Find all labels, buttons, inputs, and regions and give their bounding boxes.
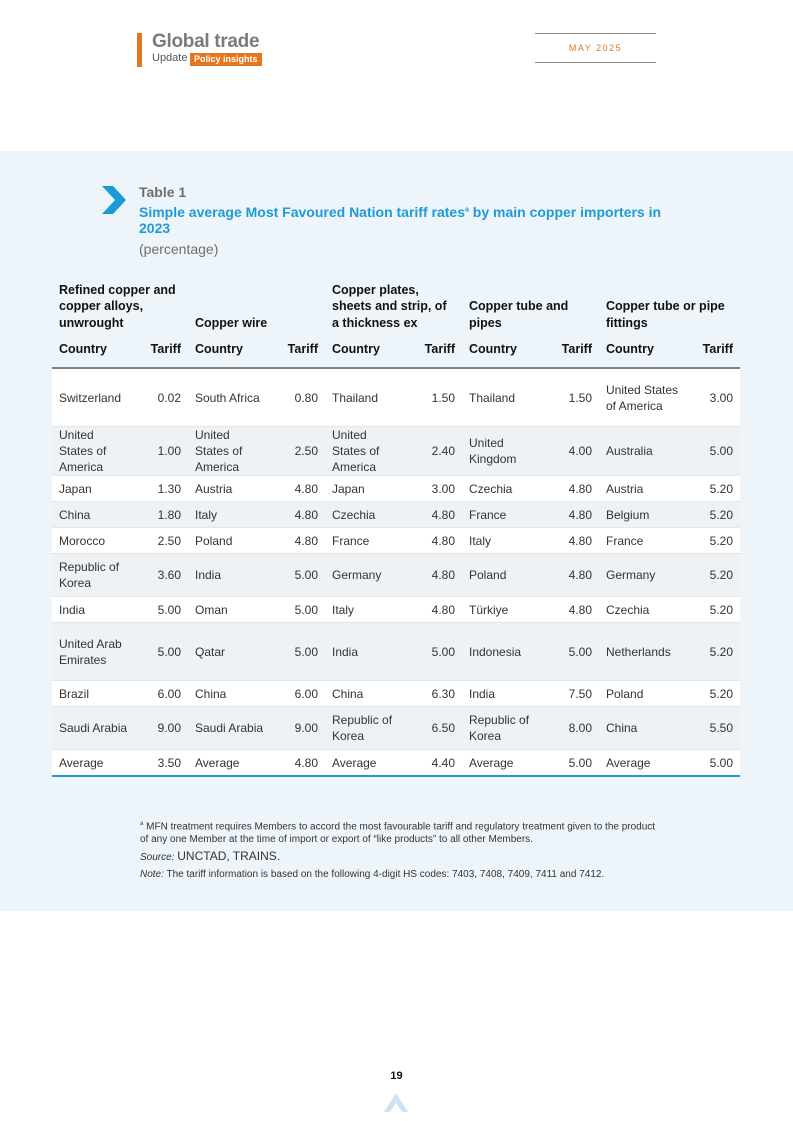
country-cell: Brazil [52, 681, 136, 707]
tariff-cell: 3.00 [410, 476, 462, 502]
country-cell: China [599, 707, 688, 750]
tariff-cell: 5.00 [410, 623, 462, 681]
publication-update-label: Update [152, 52, 188, 64]
country-cell: United States of America [188, 427, 273, 476]
country-cell: Republic of Korea [462, 707, 547, 750]
country-cell: India [52, 597, 136, 623]
country-cell: Czechia [325, 502, 410, 528]
publication-date: MAY 2025 [568, 43, 623, 53]
tariff-cell: 4.00 [547, 427, 599, 476]
tariff-cell: 5.20 [688, 597, 740, 623]
country-cell: France [599, 528, 688, 554]
country-cell: Saudi Arabia [52, 707, 136, 750]
country-cell: Indonesia [462, 623, 547, 681]
page-number: 19 [390, 1070, 403, 1082]
country-cell: Average [188, 750, 273, 777]
tariff-cell: 5.00 [273, 597, 325, 623]
tariff-cell: 4.80 [410, 554, 462, 597]
tariff-cell: 4.80 [273, 502, 325, 528]
country-cell: Poland [188, 528, 273, 554]
country-cell: Thailand [325, 368, 410, 427]
country-cell: Average [325, 750, 410, 777]
country-cell: France [462, 502, 547, 528]
table-row [52, 707, 740, 750]
tariff-cell: 2.50 [136, 528, 188, 554]
country-cell: Thailand [462, 368, 547, 427]
tariff-cell: 4.80 [547, 502, 599, 528]
table-row [52, 681, 740, 707]
country-cell: France [325, 528, 410, 554]
chevron-up-icon[interactable] [382, 1090, 410, 1114]
tariff-cell: 6.50 [410, 707, 462, 750]
tariff-cell: 4.40 [410, 750, 462, 777]
tariff-cell: 8.00 [547, 707, 599, 750]
column-header-country: Country [188, 331, 273, 368]
tariff-cell: 5.00 [273, 623, 325, 681]
tariff-cell: 1.30 [136, 476, 188, 502]
country-cell: China [52, 502, 136, 528]
country-cell: Belgium [599, 502, 688, 528]
column-header-country: Country [325, 331, 410, 368]
country-cell: South Africa [188, 368, 273, 427]
column-header-tariff: Tariff [136, 331, 188, 368]
tariff-cell: 1.50 [410, 368, 462, 427]
country-cell: India [325, 623, 410, 681]
country-cell: Australia [599, 427, 688, 476]
country-cell: Netherlands [599, 623, 688, 681]
country-cell: United States of America [52, 427, 136, 476]
table-row [52, 623, 740, 681]
tariff-cell: 5.00 [547, 750, 599, 777]
tariff-cell: 0.80 [273, 368, 325, 427]
country-cell: India [462, 681, 547, 707]
source-line: Source: UNCTAD, TRAINS. [140, 849, 281, 864]
tariff-cell: 0.02 [136, 368, 188, 427]
table-row [52, 554, 740, 597]
table-row [52, 368, 740, 427]
country-cell: Republic of Korea [325, 707, 410, 750]
country-cell: Average [52, 750, 136, 777]
column-header-tariff: Tariff [688, 331, 740, 368]
tariff-cell: 4.80 [547, 476, 599, 502]
tariff-cell: 2.40 [410, 427, 462, 476]
column-header-tariff: Tariff [410, 331, 462, 368]
tariff-cell: 4.80 [547, 554, 599, 597]
table-row [52, 476, 740, 502]
tariff-cell: 4.80 [273, 476, 325, 502]
table-subtitle: (percentage) [139, 241, 219, 257]
country-cell: Italy [462, 528, 547, 554]
table-label: Table 1 [139, 184, 187, 200]
column-header-tariff: Tariff [273, 331, 325, 368]
country-cell: Saudi Arabia [188, 707, 273, 750]
country-cell: Germany [599, 554, 688, 597]
tariff-cell: 4.80 [410, 502, 462, 528]
tariff-cell: 4.80 [547, 528, 599, 554]
country-cell: Average [599, 750, 688, 777]
tariff-cell: 6.00 [136, 681, 188, 707]
column-header-country: Country [599, 331, 688, 368]
country-cell: United Arab Emirates [52, 623, 136, 681]
country-cell: China [325, 681, 410, 707]
header-accent-bar [137, 33, 142, 67]
country-cell: Türkiye [462, 597, 547, 623]
table-title: Simple average Most Favoured Nation tariff rates$^a$ by main copper importers in 2023 [139, 204, 662, 236]
publication-title: Global trade [152, 31, 260, 52]
tariff-cell: 5.20 [688, 528, 740, 554]
table-row [52, 597, 740, 623]
note-line: Note: The tariff information is based on the following 4-digit HS codes: 7403, 7408, 7409, 7411 and 7412. [140, 869, 605, 881]
country-cell: Germany [325, 554, 410, 597]
country-cell: China [188, 681, 273, 707]
tariff-cell: 5.50 [688, 707, 740, 750]
country-cell: Italy [325, 597, 410, 623]
country-cell: Oman [188, 597, 273, 623]
column-header-tariff: Tariff [547, 331, 599, 368]
footnote-marker: a [464, 206, 469, 214]
column-header-row [52, 331, 740, 368]
tariff-cell: 5.00 [547, 623, 599, 681]
tariff-cell: 3.60 [136, 554, 188, 597]
tariff-cell: 6.30 [410, 681, 462, 707]
group-header: Refined copper and copper alloys, unwrought [59, 282, 176, 330]
tariff-cell: 7.50 [547, 681, 599, 707]
average-row [52, 750, 740, 777]
tariff-cell: 9.00 [136, 707, 188, 750]
country-cell: Japan [52, 476, 136, 502]
country-cell: Czechia [599, 597, 688, 623]
tariff-cell: 1.80 [136, 502, 188, 528]
tariff-cell: 5.20 [688, 554, 740, 597]
tariff-cell: 1.50 [547, 368, 599, 427]
country-cell: Qatar [188, 623, 273, 681]
tariff-cell: 5.00 [688, 750, 740, 777]
column-header-country: Country [462, 331, 547, 368]
date-rule-top [535, 33, 656, 34]
tariff-cell: 3.00 [688, 368, 740, 427]
tariff-cell: 9.00 [273, 707, 325, 750]
tariff-cell: 4.80 [273, 750, 325, 777]
group-header: Copper tube and pipes [469, 299, 569, 330]
group-header: Copper plates, sheets and strip, of a thickness ex [332, 282, 447, 330]
table-notes [140, 818, 660, 881]
tariff-cell: 4.80 [410, 528, 462, 554]
country-cell: Poland [462, 554, 547, 597]
country-cell: United States of America [599, 368, 688, 427]
tariff-cell: 4.80 [547, 597, 599, 623]
tariff-cell: 6.00 [273, 681, 325, 707]
country-cell: Italy [188, 502, 273, 528]
tariff-cell: 1.00 [136, 427, 188, 476]
tariff-cell: 5.00 [273, 554, 325, 597]
policy-insights-badge: Policy insights [190, 53, 262, 66]
country-cell: Republic of Korea [52, 554, 136, 597]
group-header: Copper wire [195, 315, 268, 330]
country-cell: India [188, 554, 273, 597]
table-row [52, 502, 740, 528]
country-cell: Japan [325, 476, 410, 502]
chevron-right-icon [100, 184, 128, 216]
country-cell: Switzerland [52, 368, 136, 427]
tariff-cell: 4.80 [273, 528, 325, 554]
tariff-table [52, 279, 740, 777]
tariff-cell: 5.20 [688, 681, 740, 707]
tariff-cell: 5.20 [688, 623, 740, 681]
country-cell: United Kingdom [462, 427, 547, 476]
group-header-row [52, 279, 740, 331]
date-rule-bottom [535, 62, 656, 63]
table-row [52, 528, 740, 554]
column-header-country: Country [52, 331, 136, 368]
tariff-cell: 5.00 [688, 427, 740, 476]
tariff-cell: 5.00 [136, 597, 188, 623]
table-row [52, 427, 740, 476]
footnote: $^a$ MFN treatment requires Members to accord the most favourable tariff and regulatory treatment given to the product of any one Member at the time of import or export of “like products” to all other Members. [140, 821, 656, 846]
country-cell: United States of America [325, 427, 410, 476]
country-cell: Poland [599, 681, 688, 707]
country-cell: Austria [599, 476, 688, 502]
country-cell: Czechia [462, 476, 547, 502]
country-cell: Morocco [52, 528, 136, 554]
tariff-cell: 5.00 [136, 623, 188, 681]
tariff-cell: 5.20 [688, 502, 740, 528]
tariff-cell: 2.50 [273, 427, 325, 476]
country-cell: Austria [188, 476, 273, 502]
tariff-cell: 4.80 [410, 597, 462, 623]
tariff-cell: 3.50 [136, 750, 188, 777]
country-cell: Average [462, 750, 547, 777]
group-header: Copper tube or pipe fittings [606, 299, 725, 330]
tariff-cell: 5.20 [688, 476, 740, 502]
